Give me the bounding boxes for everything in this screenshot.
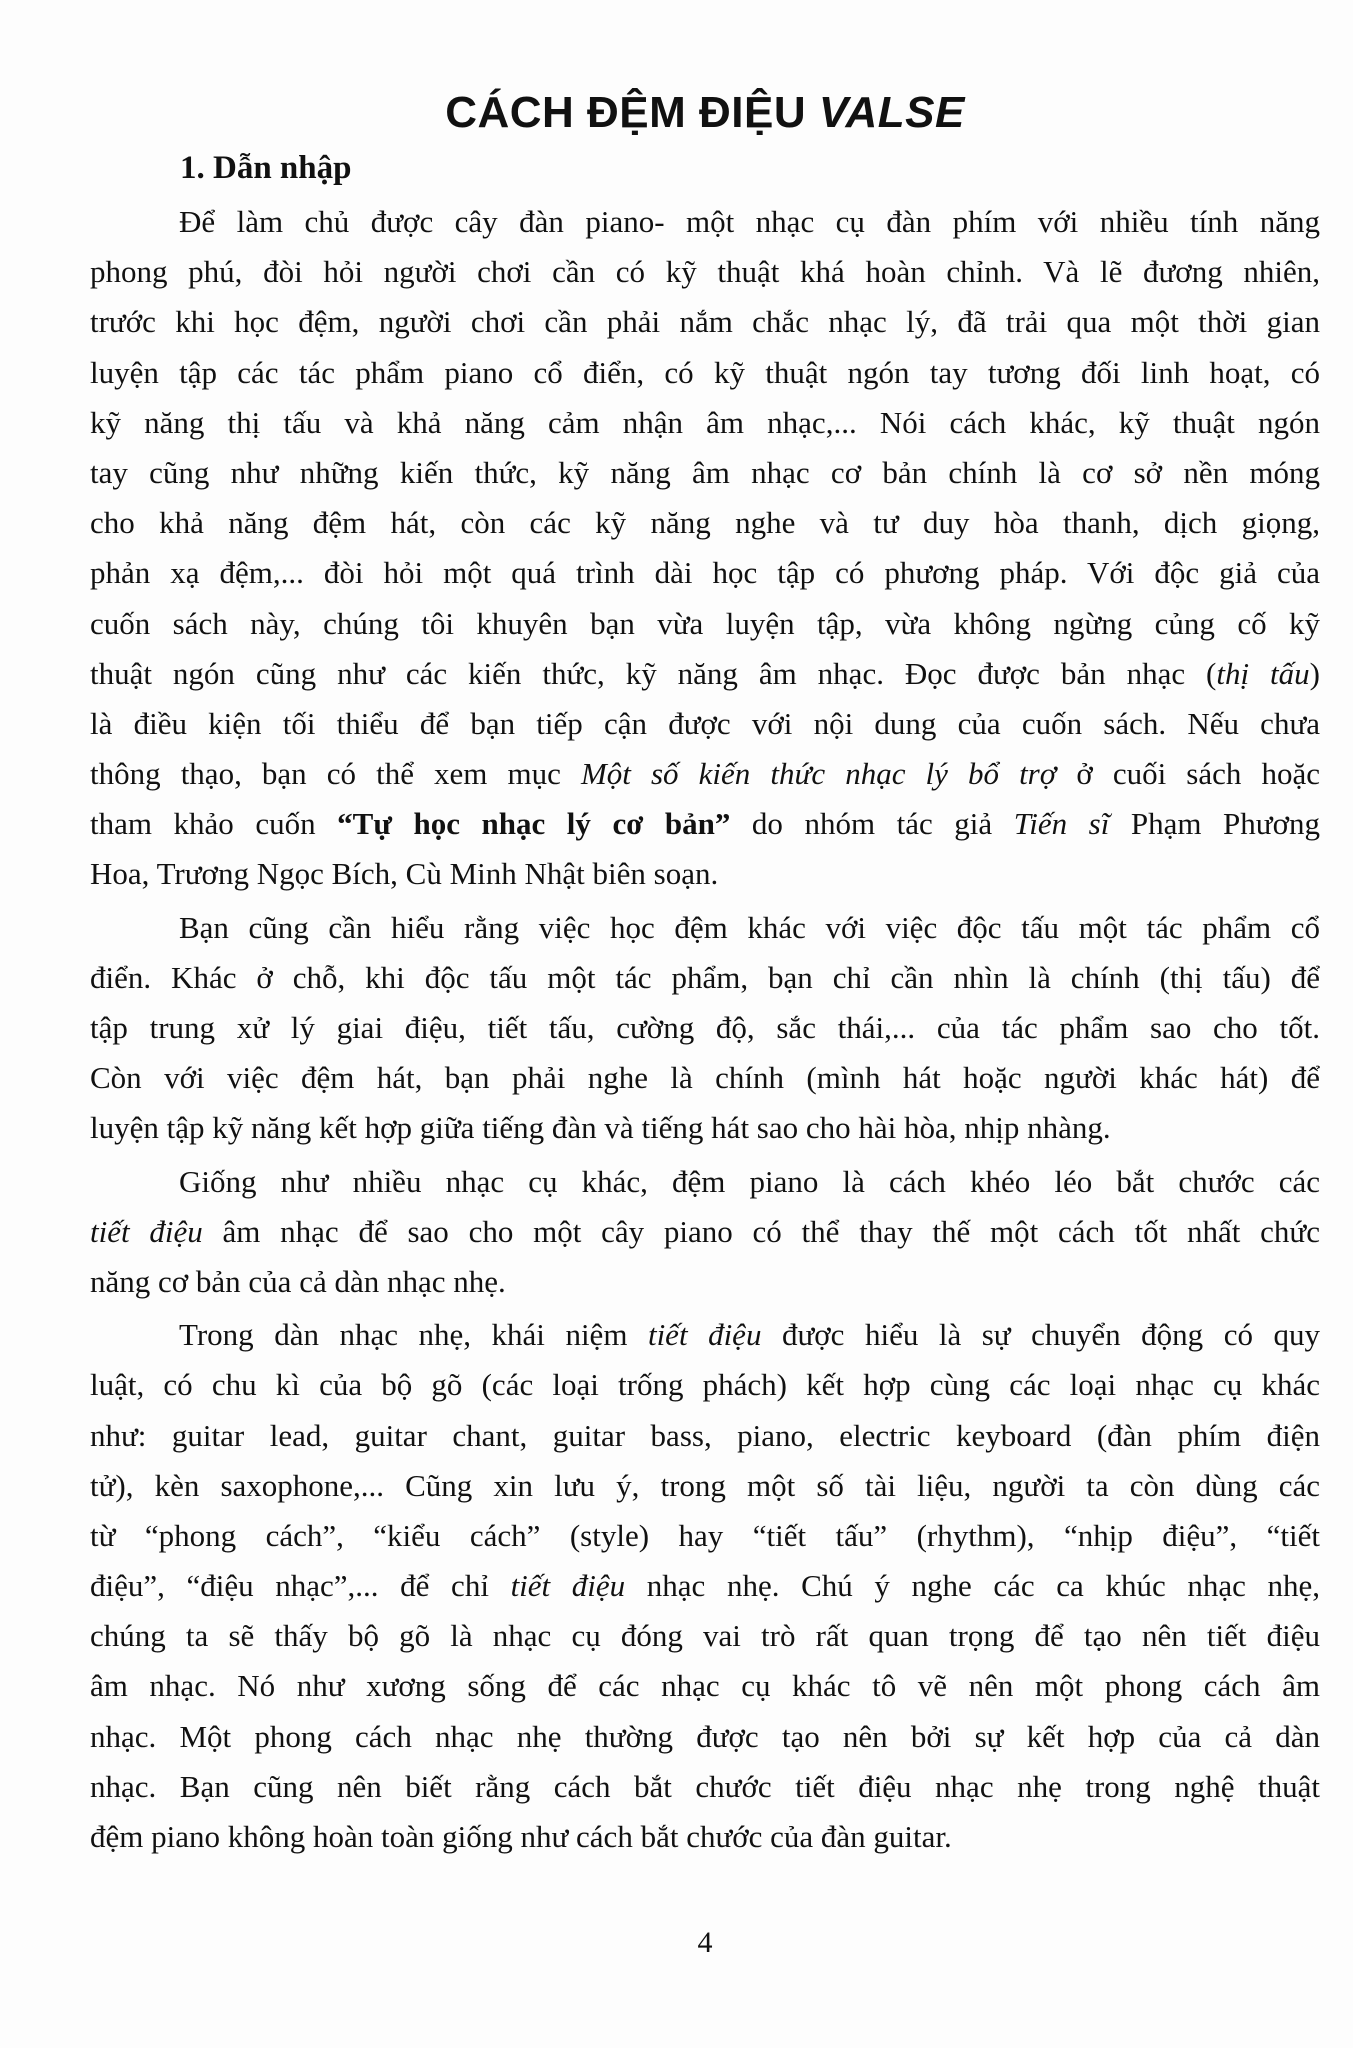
text-line: [90, 749, 1320, 799]
text-line: [90, 197, 1320, 247]
text-run: đệm piano không hoàn toàn giống như cách bắt chước của đàn guitar.: [90, 1819, 952, 1854]
paragraph: [90, 903, 1320, 1154]
text-run: năng cơ bản của cả dàn nhạc nhẹ.: [90, 1263, 506, 1299]
text-run: tử), kèn saxophone,... Cũng xin lưu ý, trong một số tài liệu, người ta còn dùng các: [90, 1467, 1320, 1503]
text-line: [90, 1310, 1320, 1360]
text-run: Hoa, Trương Ngọc Bích, Cù Minh Nhật biên soạn.: [90, 856, 719, 892]
text-run: Bạn cũng cần hiểu rằng việc học đệm khác với việc độc tấu một tác phẩm cổ: [179, 909, 1320, 945]
text-line: [90, 599, 1320, 649]
text-line: [90, 1561, 1320, 1611]
text-run: do nhóm tác giả: [730, 806, 1014, 842]
section-heading: 1. Dẫn nhập: [180, 150, 352, 186]
paragraph: [90, 197, 1320, 900]
text-run: phản xạ đệm,... đòi hỏi một quá trình dài học tập có phương pháp. Với độc giả của: [90, 555, 1320, 591]
chapter-title-text: CÁCH ĐỆM ĐIỆU: [445, 88, 819, 137]
text-run: như: guitar lead, guitar chant, guitar bass, piano, electric keyboard (đàn phím điện: [90, 1417, 1320, 1453]
text-line: [90, 1053, 1320, 1103]
text-run: là điều kiện tối thiểu để bạn tiếp cận được với nội dung của cuốn sách. Nếu chưa: [90, 705, 1320, 741]
text-line: [90, 649, 1320, 699]
text-run: thông thạo, bạn có thể xem mục: [90, 756, 581, 792]
italic-text-run: tiết điệu: [90, 1213, 203, 1249]
text-line: [90, 799, 1320, 849]
text-run: cho khả năng đệm hát, còn các kỹ năng nghe và tư duy hòa thanh, dịch giọng,: [90, 505, 1320, 541]
text-line: [90, 1103, 1320, 1153]
text-run: ): [1309, 655, 1320, 691]
text-run: âm nhạc. Nó như xương sống để các nhạc cụ khác tô vẽ nên một phong cách âm: [90, 1668, 1320, 1704]
text-line: [90, 1411, 1320, 1461]
text-line: [90, 1611, 1320, 1661]
paragraph: [90, 1157, 1320, 1308]
text-run: Để làm chủ được cây đàn piano- một nhạc cụ đàn phím với nhiều tính năng: [179, 204, 1320, 239]
text-run: tay cũng như những kiến thức, kỹ năng âm nhạc cơ bản chính là cơ sở nền móng: [90, 454, 1320, 490]
body-text: [90, 197, 1320, 1865]
text-line: [90, 1661, 1320, 1711]
text-run: Còn với việc đệm hát, bạn phải nghe là chính (mình hát hoặc người khác hát) để: [90, 1060, 1320, 1096]
text-line: [90, 849, 1320, 899]
text-line: [90, 1157, 1320, 1207]
text-line: [90, 548, 1320, 598]
text-line: [90, 1003, 1320, 1053]
text-run: Trong dàn nhạc nhẹ, khái niệm: [179, 1317, 648, 1353]
text-line: [90, 699, 1320, 749]
text-run: Phạm Phương: [1109, 806, 1320, 842]
text-line: [90, 903, 1320, 953]
text-run: thuật ngón cũng như các kiến thức, kỹ năng âm nhạc. Đọc được bản nhạc (: [90, 655, 1217, 691]
text-line: [90, 1461, 1320, 1511]
text-run: phong phú, đòi hỏi người chơi cần có kỹ thuật khá hoàn chỉnh. Và lẽ đương nhiên,: [90, 254, 1320, 290]
page-number: 4: [697, 1926, 713, 1959]
italic-text-run: tiết điệu: [647, 1317, 762, 1353]
text-line: [90, 498, 1320, 548]
text-line: [90, 1257, 1320, 1307]
chapter-title: [0, 88, 1353, 138]
text-run: từ “phong cách”, “kiểu cách” (style) hay “tiết tấu” (rhythm), “nhịp điệu”, “tiết: [90, 1517, 1320, 1553]
text-line: [90, 1762, 1320, 1812]
text-line: [90, 1360, 1320, 1410]
italic-text-run: Tiến sĩ: [1013, 806, 1110, 842]
text-run: điển. Khác ở chỗ, khi độc tấu một tác phẩm, bạn chỉ cần nhìn là chính (thị tấu) để: [90, 959, 1320, 995]
text-line: [90, 1511, 1320, 1561]
bold-text-run: “Tự học nhạc lý cơ bản”: [337, 806, 731, 842]
text-run: tham khảo cuốn: [90, 806, 338, 842]
text-run: ở cuối sách hoặc: [1056, 756, 1320, 792]
text-run: tập trung xử lý giai điệu, tiết tấu, cường độ, sắc thái,... của tác phẩm sao cho tốt.: [90, 1010, 1320, 1045]
text-run: luyện tập các tác phẩm piano cổ điển, có kỹ thuật ngón tay tương đối linh hoạt, có: [90, 354, 1320, 390]
text-line: [90, 1207, 1320, 1257]
italic-text-run: tiết điệu: [510, 1568, 626, 1604]
text-run: âm nhạc để sao cho một cây piano có thể thay thế một cách tốt nhất chức: [202, 1213, 1320, 1249]
text-line: [90, 348, 1320, 398]
text-run: luật, có chu kì của bộ gõ (các loại trống phách) kết hợp cùng các loại nhạc cụ khác: [90, 1367, 1320, 1403]
text-run: trước khi học đệm, người chơi cần phải nắm chắc nhạc lý, đã trải qua một thời gian: [90, 304, 1320, 340]
text-run: nhạc. Bạn cũng nên biết rằng cách bắt chước tiết điệu nhạc nhẹ trong nghệ thuật: [90, 1768, 1320, 1804]
italic-text-run: Một số kiến thức nhạc lý bổ trợ: [580, 756, 1057, 792]
text-line: [90, 398, 1320, 448]
text-run: chúng ta sẽ thấy bộ gõ là nhạc cụ đóng vai trò rất quan trọng để tạo nên tiết điệu: [90, 1618, 1320, 1654]
text-line: [90, 247, 1320, 297]
text-line: [90, 953, 1320, 1003]
text-run: kỹ năng thị tấu và khả năng cảm nhận âm nhạc,... Nói cách khác, kỹ thuật ngón: [90, 404, 1320, 440]
text-run: nhạc. Một phong cách nhạc nhẹ thường được tạo nên bởi sự kết hợp của cả dàn: [90, 1718, 1320, 1754]
text-run: được hiểu là sự chuyển động có quy: [761, 1317, 1320, 1353]
text-line: [90, 1812, 1320, 1862]
text-line: [90, 448, 1320, 498]
text-run: nhạc nhẹ. Chú ý nghe các ca khúc nhạc nhẹ,: [625, 1568, 1320, 1604]
text-run: cuốn sách này, chúng tôi khuyên bạn vừa luyện tập, vừa không ngừng củng cố kỹ: [90, 605, 1320, 641]
chapter-title-italic: VALSE: [818, 88, 965, 137]
text-line: [90, 297, 1320, 347]
paragraph: [90, 1310, 1320, 1862]
italic-text-run: thị tấu: [1216, 655, 1310, 691]
text-line: [90, 1712, 1320, 1762]
text-run: điệu”, “điệu nhạc”,... để chỉ: [90, 1568, 511, 1604]
text-run: Giống như nhiều nhạc cụ khác, đệm piano là cách khéo léo bắt chước các: [179, 1163, 1320, 1199]
text-run: luyện tập kỹ năng kết hợp giữa tiếng đàn và tiếng hát sao cho hài hòa, nhịp nhàng.: [90, 1110, 1111, 1146]
